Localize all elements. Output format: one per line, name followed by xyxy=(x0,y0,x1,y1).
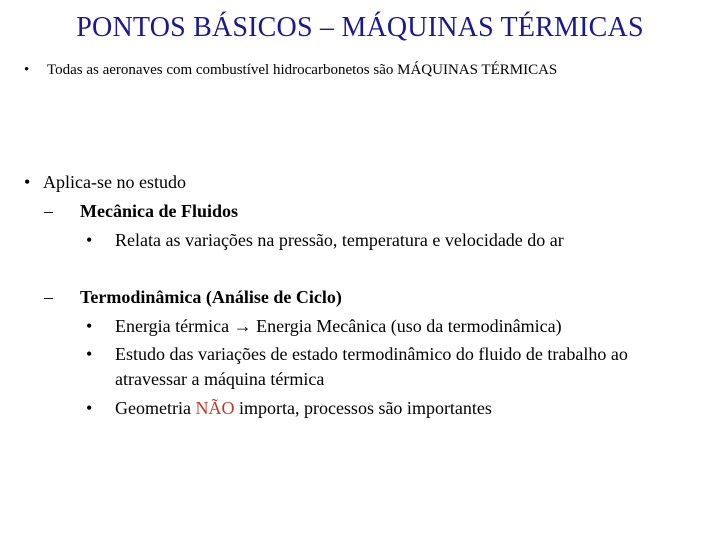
bullet-text-state-line2: atravessar a máquina térmica xyxy=(115,369,325,389)
dash-marker: – xyxy=(44,287,53,307)
emphasis-maquinas-termicas: MÁQUINAS TÉRMICAS xyxy=(397,62,558,78)
bullet-text-aircraft-body: Todas as aeronaves com combustível hidrocarbonetos são xyxy=(47,62,398,78)
bullet-marker: • xyxy=(86,344,93,364)
bullet-text-geometry xyxy=(115,398,492,419)
bullet-marker: • xyxy=(24,62,30,78)
bullet-text-fluids-variations: Relata as variações na pressão, temperatura e velocidade do ar xyxy=(115,230,564,250)
bullet-text-energy: Energia térmica → Energia Mecânica (uso da termodinâmica) xyxy=(115,316,562,336)
dash-marker: – xyxy=(44,201,53,221)
geometry-pre: Geometria xyxy=(115,398,196,418)
bullet-marker: • xyxy=(86,398,93,418)
bullet-text-aircraft xyxy=(47,62,557,79)
highlight-nao: NÃO xyxy=(195,398,235,418)
bullet-marker: • xyxy=(86,316,93,336)
slide-title: PONTOS BÁSICOS – MÁQUINAS TÉRMICAS xyxy=(76,12,644,43)
bullet-marker: • xyxy=(24,172,31,192)
geometry-post: importa, processos são importantes xyxy=(234,398,492,418)
bullet-text-study: Aplica-se no estudo xyxy=(43,172,186,192)
subheading-thermodynamics: Termodinâmica (Análise de Ciclo) xyxy=(80,287,342,307)
bullet-text-state-line1: Estudo das variações de estado termodinâmico do fluido de trabalho ao xyxy=(115,344,628,364)
subheading-fluid-mechanics: Mecânica de Fluidos xyxy=(80,201,238,221)
bullet-marker: • xyxy=(86,230,93,250)
